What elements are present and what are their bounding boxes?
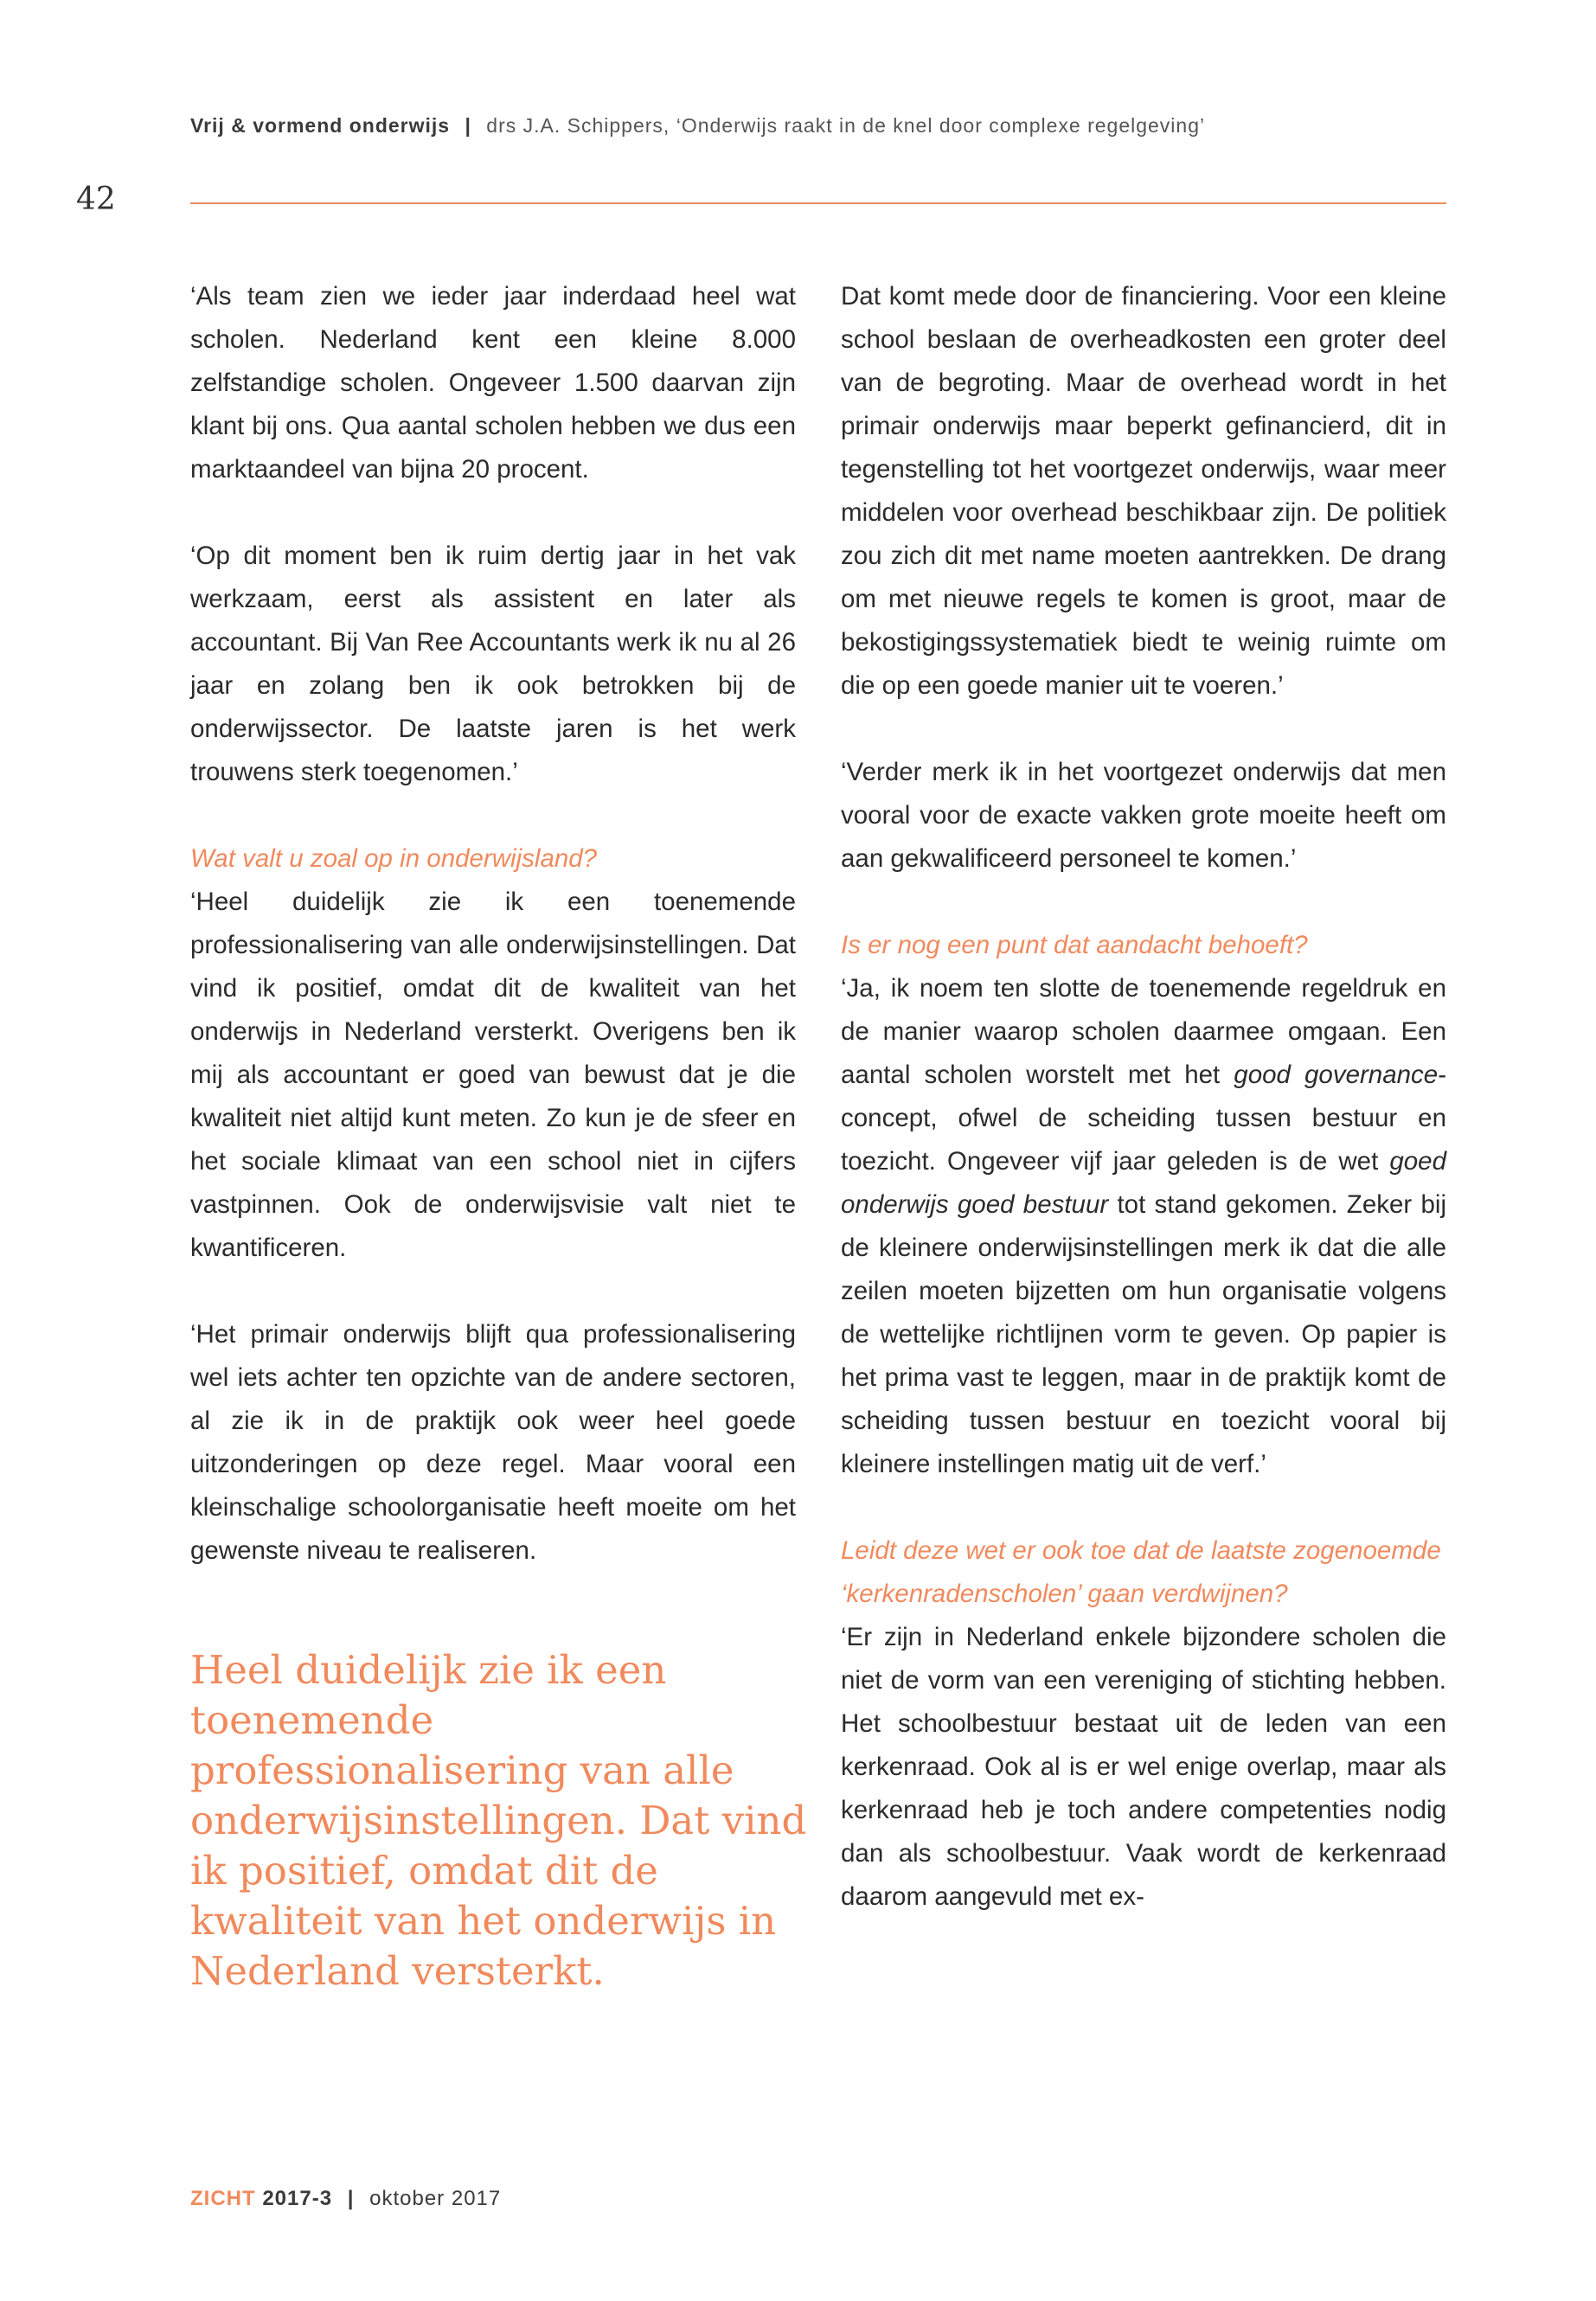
- paragraph: Dat komt mede door de financiering. Voor een kleine school beslaan de overheadkosten een groter deel van de begroting. Maar de overhead wordt in het primair onderwijs maar beperkt gefinancierd, dit in tegenstelling tot het voortgezet onderwijs, waar meer middelen voor overhead beschikbaar zijn. De politiek zou zich dit met name moeten aantrekken. De drang om met nieuwe regels te komen is groot, maar de bekostigingssystematiek biedt te weinig ruimte om die op een goede manier uit te voeren.’: [841, 282, 1446, 700]
- page-number: 42: [76, 182, 116, 217]
- issue-date: oktober 2017: [369, 2187, 502, 2210]
- magazine-name: ZICHT: [190, 2187, 256, 2210]
- answer-text: -concept, ofwel de scheiding tussen bestuur en toezicht. Ongeveer vijf jaar geleden is de wet: [841, 1061, 1447, 1176]
- paragraph: ‘Op dit moment ben ik ruim dertig jaar in het vak werkzaam, eerst als assistent en later als accountant. Bij Van Ree Accountants werk ik nu al 26 jaar en zolang ben ik ook betrokken bij de onderwijssector. De laatste jaren is het werk trouwens sterk toegenomen.’: [190, 542, 796, 786]
- qa-block: [841, 1529, 1446, 1919]
- qa-block: [841, 924, 1446, 1486]
- answer-text: tot stand gekomen. Zeker bij de kleinere onderwijsinstellingen merk ik dat die alle zeilen moeten bijzetten om hun organisatie volgens de wettelijke richtlijnen vorm te geven. Op papier is het prima vast te leggen, maar in de praktijk komt de scheiding tussen bestuur en toezicht vooral bij kleinere instellingen matig uit de verf.’: [841, 1190, 1446, 1478]
- article-subtitle: drs J.A. Schippers, ‘Onderwijs raakt in de knel door complexe regelgeving’: [486, 114, 1206, 137]
- paragraph: ‘Het primair onderwijs blijft qua professionalisering wel iets achter ten opzichte van de andere sectoren, al zie ik in de praktijk ook weer heel goede uitzonderingen op deze regel. Maar vooral een kleinschalige schoolorganisatie heeft moeite om het gewenste niveau te realiseren.: [190, 1320, 796, 1565]
- emphasis-term: good governance: [1234, 1061, 1439, 1089]
- qa-block: [190, 837, 796, 1270]
- running-header: [190, 114, 1205, 138]
- interview-answer: [841, 967, 1446, 1486]
- paragraph: ‘Verder merk ik in het voortgezet onderwijs dat men vooral voor de exacte vakken grote moeite heeft om aan gekwalificeerd personeel te komen.’: [841, 758, 1446, 873]
- series-title: Vrij & vormend onderwijs: [190, 114, 451, 137]
- emphasis-term: goed onderwijs goed bestuur: [841, 1147, 1446, 1219]
- issue-number: 2017-3: [262, 2187, 333, 2210]
- pull-quote: Heel duidelijk zie ik een toenemende professionalisering van alle onderwijsinstellingen. Dat vind ik positief, omdat dit de kwaliteit van het onderwijs in Nederland versterkt.: [190, 1647, 807, 1994]
- interview-question: Is er nog een punt dat aandacht behoeft?: [841, 931, 1308, 959]
- interview-answer: ‘Er zijn in Nederland enkele bijzondere scholen die niet de vorm van een vereniging of stichting hebben. Het schoolbestuur bestaat uit de leden van een kerkenraad. Ook al is er wel enige overlap, maar als kerkenraad heb je toch andere competenties nodig dan als schoolbestuur. Vaak wordt de kerkenraad daarom aangevuld met ex-: [841, 1623, 1446, 1911]
- answer-text: ‘Ja, ik noem ten slotte de toenemende regeldruk en de manier waarop scholen daarmee omgaan. Een aantal scholen worstelt met het: [841, 974, 1446, 1089]
- header-rule: [190, 202, 1446, 204]
- left-column: [190, 275, 796, 1616]
- footer: [190, 2187, 501, 2211]
- paragraph: ‘Als team zien we ieder jaar inderdaad heel wat scholen. Nederland kent een kleine 8.000 zelfstandige scholen. Ongeveer 1.500 daarvan zijn klant bij ons. Qua aantal scholen hebben we dus een marktaandeel van bijna 20 procent.: [190, 282, 796, 484]
- interview-answer: ‘Heel duidelijk zie ik een toenemende professionalisering van alle onderwijsinstellingen. Dat vind ik positief, omdat dit de kwaliteit van het onderwijs in Nederland versterkt. Overigens ben ik mij als accountant er goed van bewust dat je die kwaliteit niet altijd kunt meten. Zo kun je de sfeer en het sociale klimaat van een school niet in cijfers vastpinnen. Ook de onderwijsvisie valt niet te kwantificeren.: [190, 888, 796, 1262]
- interview-question: Wat valt u zoal op in onderwijsland?: [190, 844, 598, 873]
- interview-question: Leidt deze wet er ook toe dat de laatste zogenoemde ‘kerkenradenscholen’ gaan verdwijnen?: [841, 1536, 1441, 1608]
- header-separator: |: [465, 114, 471, 137]
- footer-separator: |: [347, 2187, 355, 2210]
- right-column: [841, 275, 1446, 1962]
